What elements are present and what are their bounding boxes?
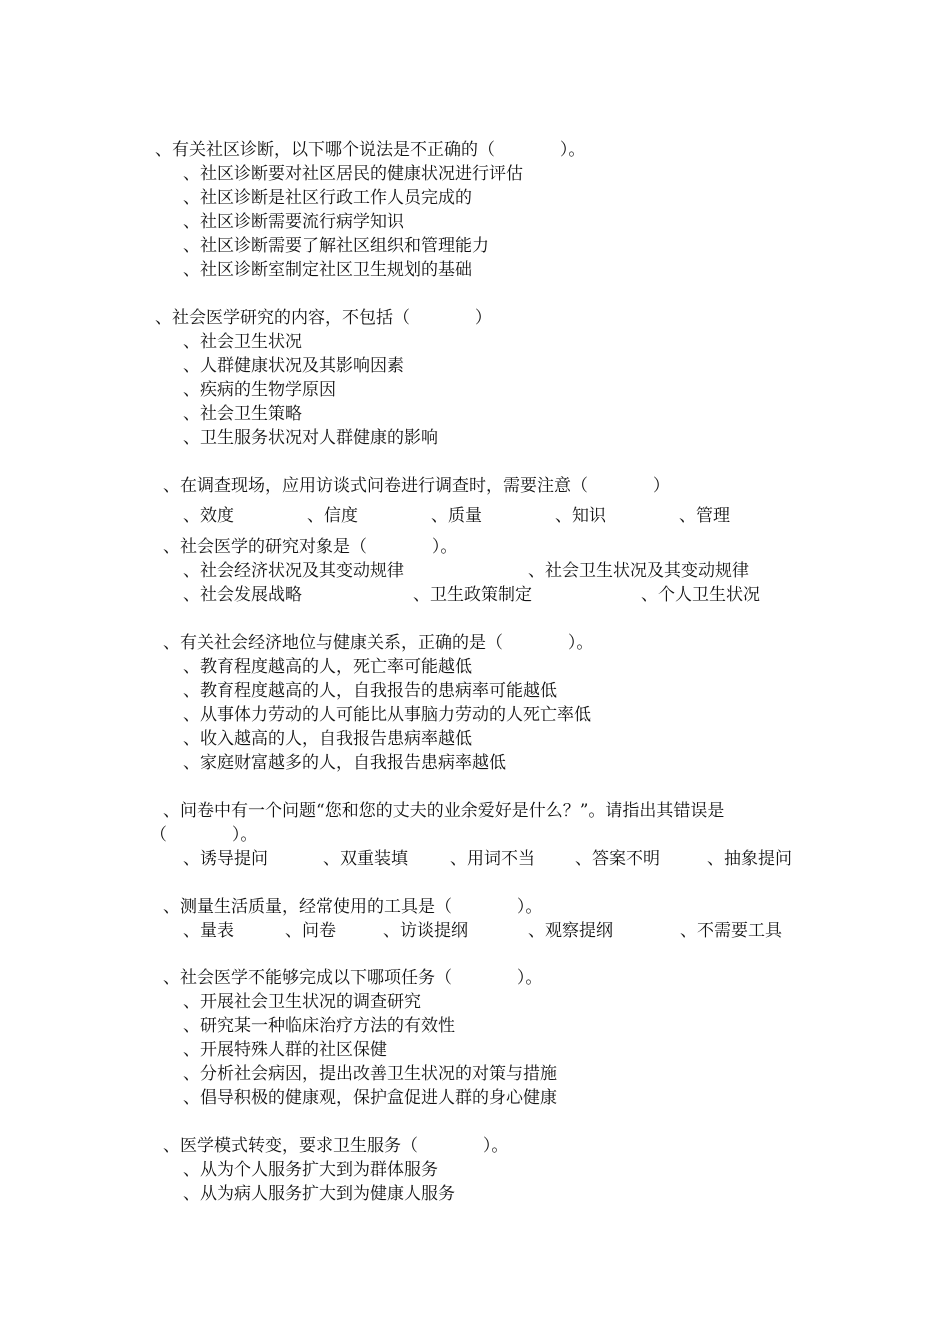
question-6-stem-continued: （ ）。 xyxy=(150,825,258,845)
question-8-option-a: 、开展社会卫生状况的调查研究 xyxy=(183,992,421,1012)
question-6-option-d: 、答案不明 xyxy=(575,849,660,869)
question-8-option-c: 、开展特殊人群的社区保健 xyxy=(183,1040,387,1060)
question-8-stem: 、社会医学不能够完成以下哪项任务（ ）。 xyxy=(163,968,543,988)
question-7-option-a: 、量表 xyxy=(183,921,234,941)
question-5-option-b: 、教育程度越高的人，自我报告的患病率可能越低 xyxy=(183,681,557,701)
question-4-option-e: 、个人卫生状况 xyxy=(641,585,760,605)
question-6-stem: 、问卷中有一个问题“您和您的丈夫的业余爱好是什么？”。请指出其错误是 xyxy=(163,801,725,821)
question-7-option-b: 、问卷 xyxy=(285,921,336,941)
question-3-options-row xyxy=(183,506,783,526)
question-2-option-b: 、人群健康状况及其影响因素 xyxy=(183,356,404,376)
question-7-options-row xyxy=(183,921,813,941)
question-6-options-row xyxy=(183,849,813,869)
question-4-options-row-1 xyxy=(183,561,803,581)
question-8-option-b: 、研究某一种临床治疗方法的有效性 xyxy=(183,1016,455,1036)
question-3-stem: 、在调查现场，应用访谈式问卷进行调查时，需要注意（ ） xyxy=(163,476,670,496)
question-9-stem: 、医学模式转变，要求卫生服务（ ）。 xyxy=(163,1136,509,1156)
question-7-option-c: 、访谈提纲 xyxy=(383,921,468,941)
question-5-option-e: 、家庭财富越多的人，自我报告患病率越低 xyxy=(183,753,506,773)
question-4-option-c: 、社会发展战略 xyxy=(183,585,302,605)
question-1-option-b: 、社区诊断是社区行政工作人员完成的 xyxy=(183,188,472,208)
question-4-option-d: 、卫生政策制定 xyxy=(413,585,532,605)
question-1-option-d: 、社区诊断需要了解社区组织和管理能力 xyxy=(183,236,489,256)
question-3-option-d: 、知识 xyxy=(555,506,606,526)
question-2-option-e: 、卫生服务状况对人群健康的影响 xyxy=(183,428,438,448)
question-1-stem: 、有关社区诊断，以下哪个说法是不正确的（ ）。 xyxy=(155,140,586,160)
question-8-option-e: 、倡导积极的健康观，保护盒促进人群的身心健康 xyxy=(183,1088,557,1108)
question-2-option-a: 、社会卫生状况 xyxy=(183,332,302,352)
question-3-option-e: 、管理 xyxy=(679,506,730,526)
question-4-option-b: 、社会卫生状况及其变动规律 xyxy=(528,561,749,581)
question-3-option-b: 、信度 xyxy=(307,506,358,526)
question-6-option-c: 、用词不当 xyxy=(450,849,535,869)
question-1-option-a: 、社区诊断要对社区居民的健康状况进行评估 xyxy=(183,164,523,184)
question-4-options-row-2 xyxy=(183,585,803,605)
question-3-option-a: 、效度 xyxy=(183,506,234,526)
question-7-option-d: 、观察提纲 xyxy=(528,921,613,941)
question-9-option-b: 、从为病人服务扩大到为健康人服务 xyxy=(183,1184,455,1204)
question-3-option-c: 、质量 xyxy=(431,506,482,526)
question-2-option-d: 、社会卫生策略 xyxy=(183,404,302,424)
question-6-option-e: 、抽象提问 xyxy=(707,849,792,869)
question-2-stem: 、社会医学研究的内容，不包括（ ） xyxy=(155,308,492,328)
question-8-option-d: 、分析社会病因，提出改善卫生状况的对策与措施 xyxy=(183,1064,557,1084)
question-1-option-e: 、社区诊断室制定社区卫生规划的基础 xyxy=(183,260,472,280)
question-5-option-a: 、教育程度越高的人，死亡率可能越低 xyxy=(183,657,472,677)
question-1-option-c: 、社区诊断需要流行病学知识 xyxy=(183,212,404,232)
question-9-option-a: 、从为个人服务扩大到为群体服务 xyxy=(183,1160,438,1180)
question-4-option-a: 、社会经济状况及其变动规律 xyxy=(183,561,404,581)
question-5-option-d: 、收入越高的人，自我报告患病率越低 xyxy=(183,729,472,749)
question-7-stem: 、测量生活质量，经常使用的工具是（ ）。 xyxy=(163,897,543,917)
question-4-stem: 、社会医学的研究对象是（ ）。 xyxy=(163,537,458,557)
question-5-option-c: 、从事体力劳动的人可能比从事脑力劳动的人死亡率低 xyxy=(183,705,591,725)
question-6-option-a: 、诱导提问 xyxy=(183,849,268,869)
question-5-stem: 、有关社会经济地位与健康关系，正确的是（ ）。 xyxy=(163,633,594,653)
question-6-option-b: 、双重装填 xyxy=(323,849,408,869)
question-7-option-e: 、不需要工具 xyxy=(680,921,782,941)
question-2-option-c: 、疾病的生物学原因 xyxy=(183,380,336,400)
